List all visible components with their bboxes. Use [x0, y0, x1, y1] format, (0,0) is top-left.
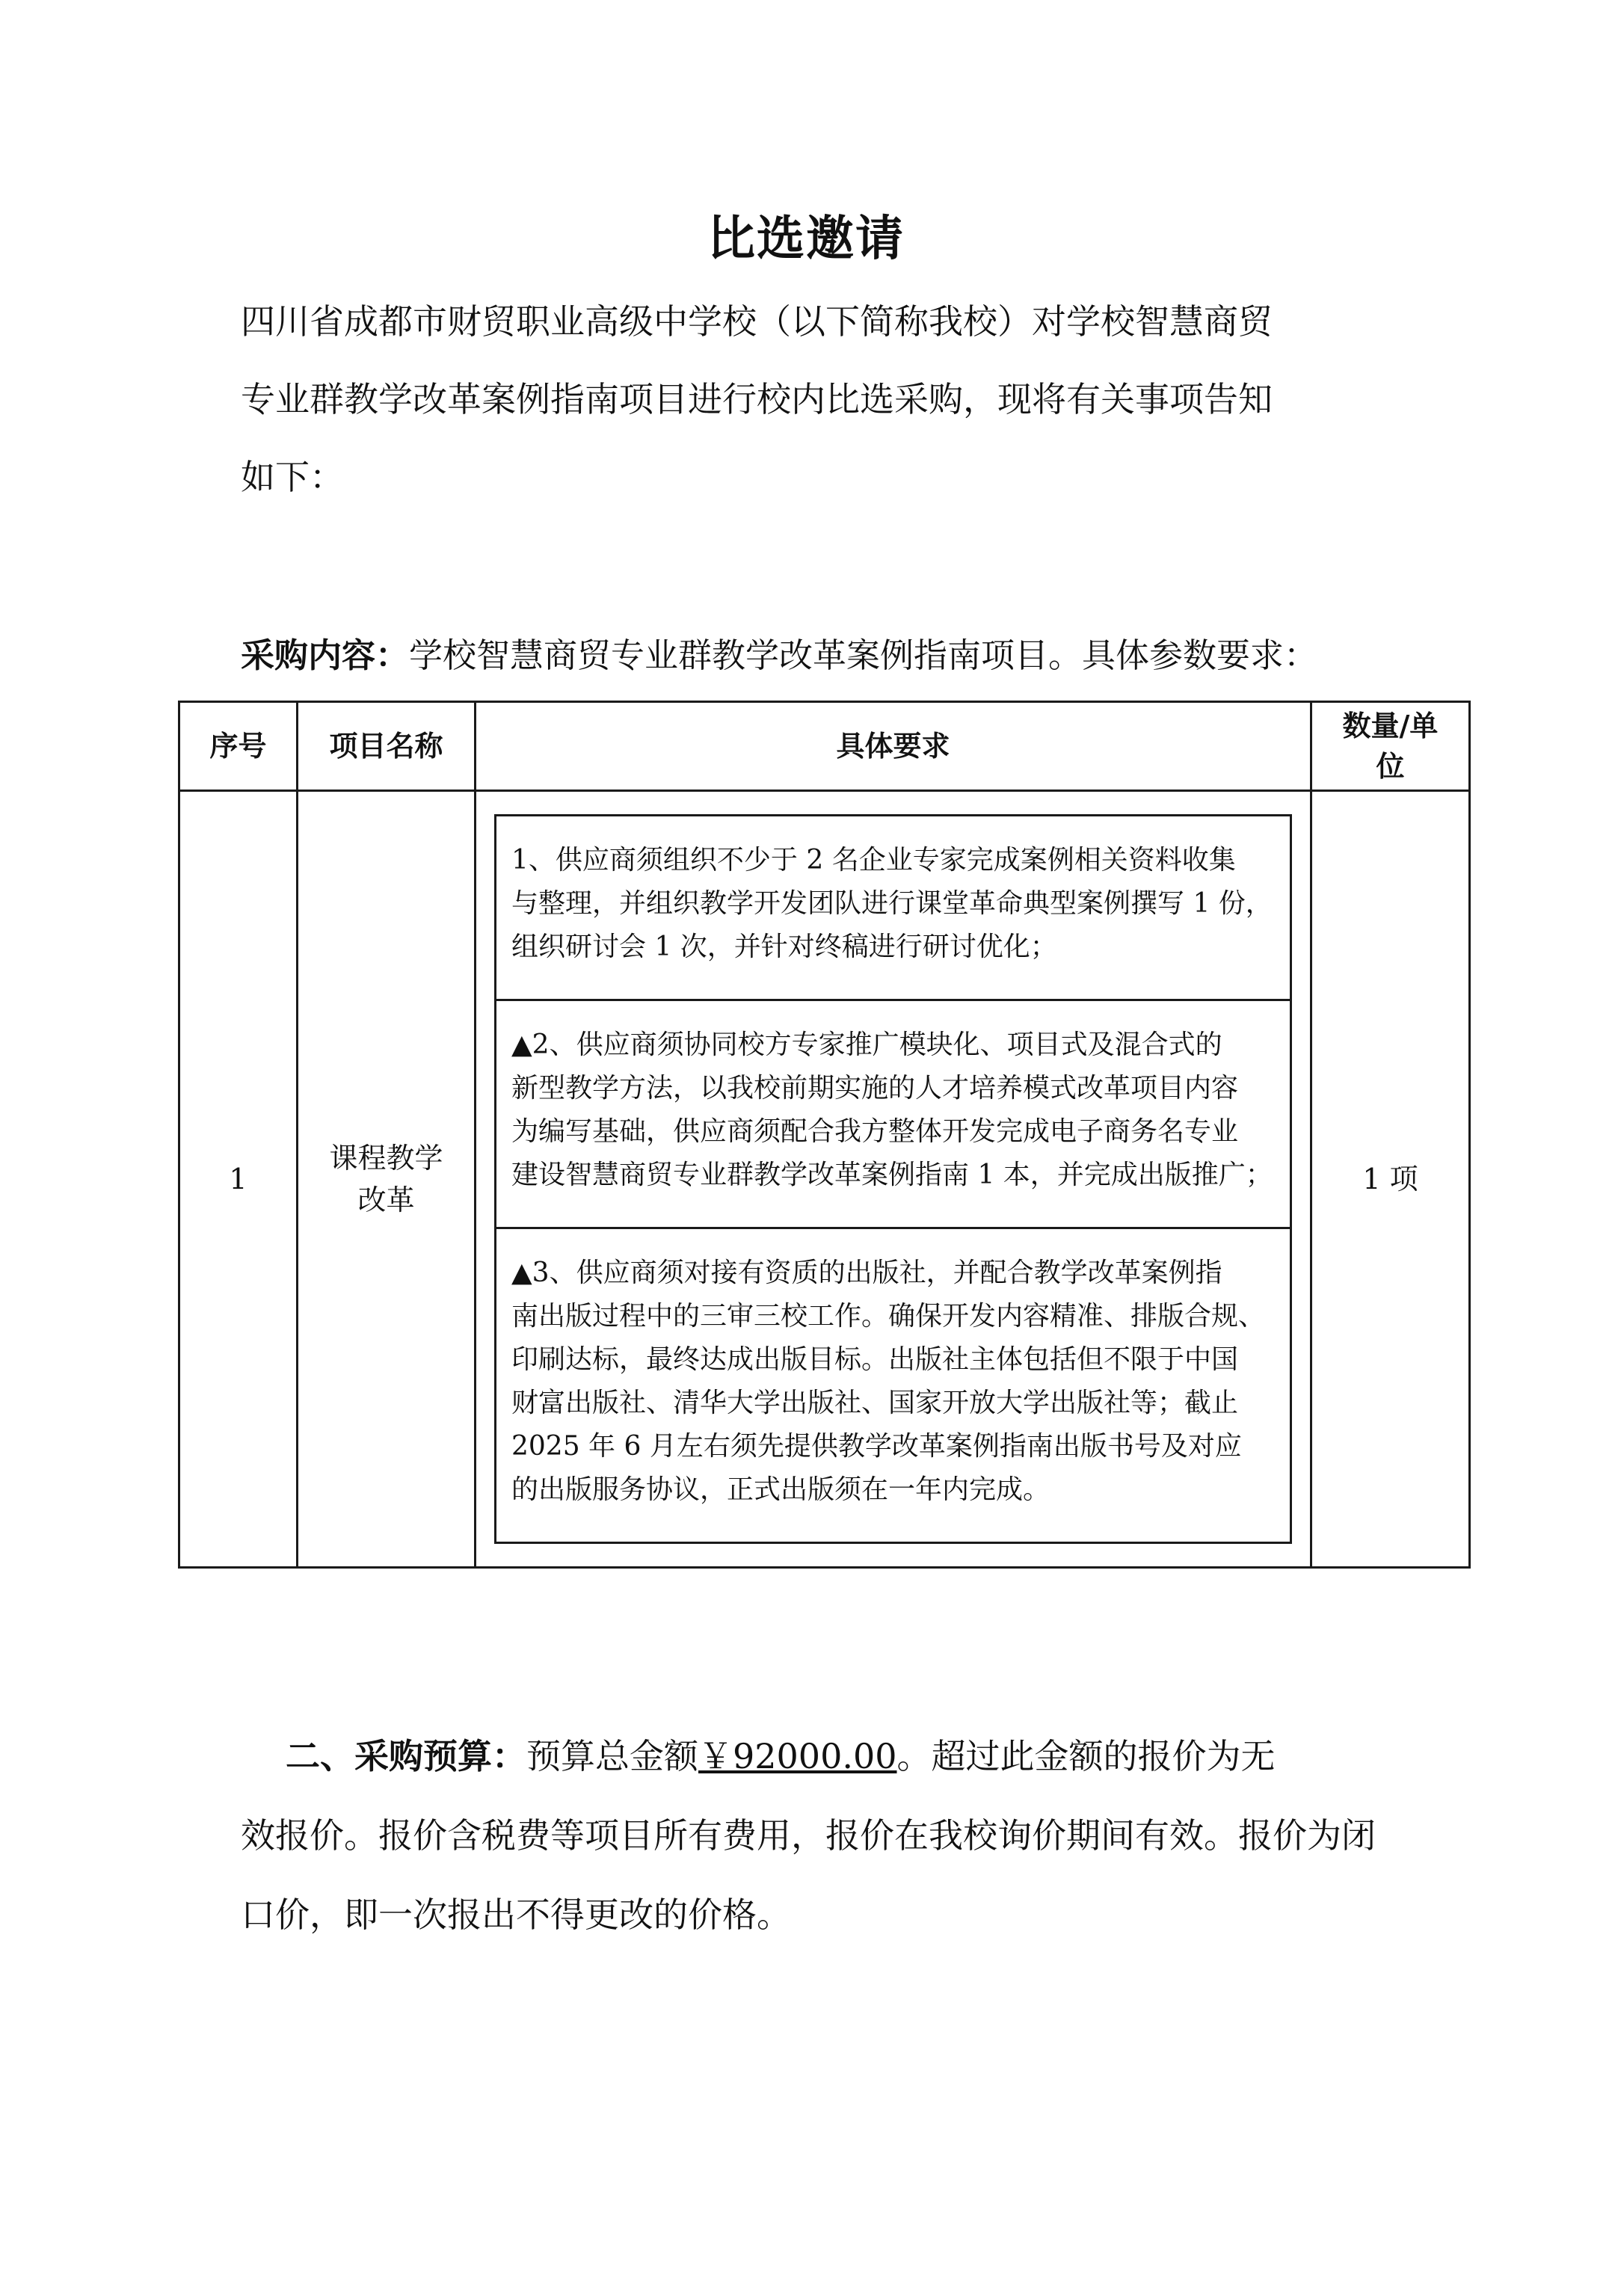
header-no: 序号 [179, 702, 298, 791]
requirement-line: 为编写基础，供应商须配合我方整体开发完成电子商务名专业 [511, 1116, 1239, 1147]
requirement-item-3 [494, 1229, 1292, 1544]
requirement-line: 组织研讨会 1 次，并针对终稿进行研讨优化； [511, 932, 1057, 962]
purchase-content-heading [241, 628, 1452, 677]
header-qty [1311, 702, 1470, 791]
requirement-line: 2025 年 6 月左右须先提供教学改革案例指南出版书号及对应 [511, 1431, 1242, 1462]
requirement-line: 的出版服务协议，正式出版须在一年内完成。 [511, 1474, 1050, 1505]
requirement-line: 1、供应商须组织不少于 2 名企业专家完成案例相关资料收集 [511, 845, 1236, 875]
table-row [179, 791, 1470, 1568]
page-title: 比选邀请 [707, 212, 905, 267]
requirement-line: 建设智慧商贸专业群教学改革案例指南 1 本，并完成出版推广； [511, 1160, 1273, 1190]
header-qty-line2: 位 [1376, 750, 1405, 783]
header-name: 项目名称 [298, 702, 476, 791]
budget-line-2: 效报价。报价含税费等项目所有费用，报价在我校询价期间有效。报价为闭 [241, 1815, 1376, 1856]
cell-name-line2: 改革 [357, 1184, 415, 1216]
table-header-row [179, 702, 1470, 791]
requirement-line: 新型教学方法，以我校前期实施的人才培养模式改革项目内容 [511, 1073, 1239, 1104]
requirement-line: 财富出版社、清华大学出版社、国家开放大学出版社等；截止 [511, 1388, 1239, 1418]
requirements-table [178, 701, 1471, 1569]
requirement-line: ▲2、供应商须协同校方专家推广模块化、项目式及混合式的 [511, 1029, 1222, 1060]
purchase-content-label: 采购内容： [241, 635, 410, 675]
budget-label: 二、采购预算： [286, 1736, 526, 1776]
requirement-line: ▲3、供应商须对接有资质的出版社，并配合教学改革案例指 [511, 1258, 1222, 1288]
intro-line: 专业群教学改革案例指南项目进行校内比选采购，现将有关事项告知 [241, 379, 1273, 419]
header-qty-line1: 数量/单 [1342, 710, 1439, 742]
purchase-content-text: 学校智慧商贸专业群教学改革案例指南项目。具体参数要求： [409, 635, 1318, 675]
header-req: 具体要求 [476, 702, 1311, 791]
budget-pre: 预算总金额 [526, 1736, 698, 1776]
budget-line-1 [241, 1717, 1452, 1796]
requirement-item-2 [494, 1001, 1292, 1229]
cell-name [298, 791, 476, 1568]
intro-line: 四川省成都市财贸职业高级中学校（以下简称我校）对学校智慧商贸 [241, 301, 1273, 342]
cell-qty: 1 项 [1311, 791, 1470, 1568]
budget-line-3: 口价，即一次报出不得更改的价格。 [241, 1895, 791, 1935]
cell-requirements [476, 791, 1311, 1568]
intro-line: 如下： [241, 457, 344, 497]
requirement-item-1 [494, 814, 1292, 1001]
budget-amount: ￥92000.00 [698, 1736, 897, 1776]
requirement-line: 南出版过程中的三审三校工作。确保开发内容精准、排版合规、 [511, 1301, 1266, 1332]
requirement-line: 与整理，并组织教学开发团队进行课堂革命典型案例撰写 1 份， [511, 888, 1273, 919]
cell-name-line1: 课程教学 [329, 1142, 443, 1175]
requirement-line: 印刷达标，最终达成出版目标。出版社主体包括但不限于中国 [511, 1344, 1239, 1375]
cell-no: 1 [179, 791, 298, 1568]
budget-post: 。超过此金额的报价为无 [896, 1736, 1276, 1776]
intro-paragraph [241, 283, 1437, 516]
budget-paragraph [241, 1717, 1452, 1954]
